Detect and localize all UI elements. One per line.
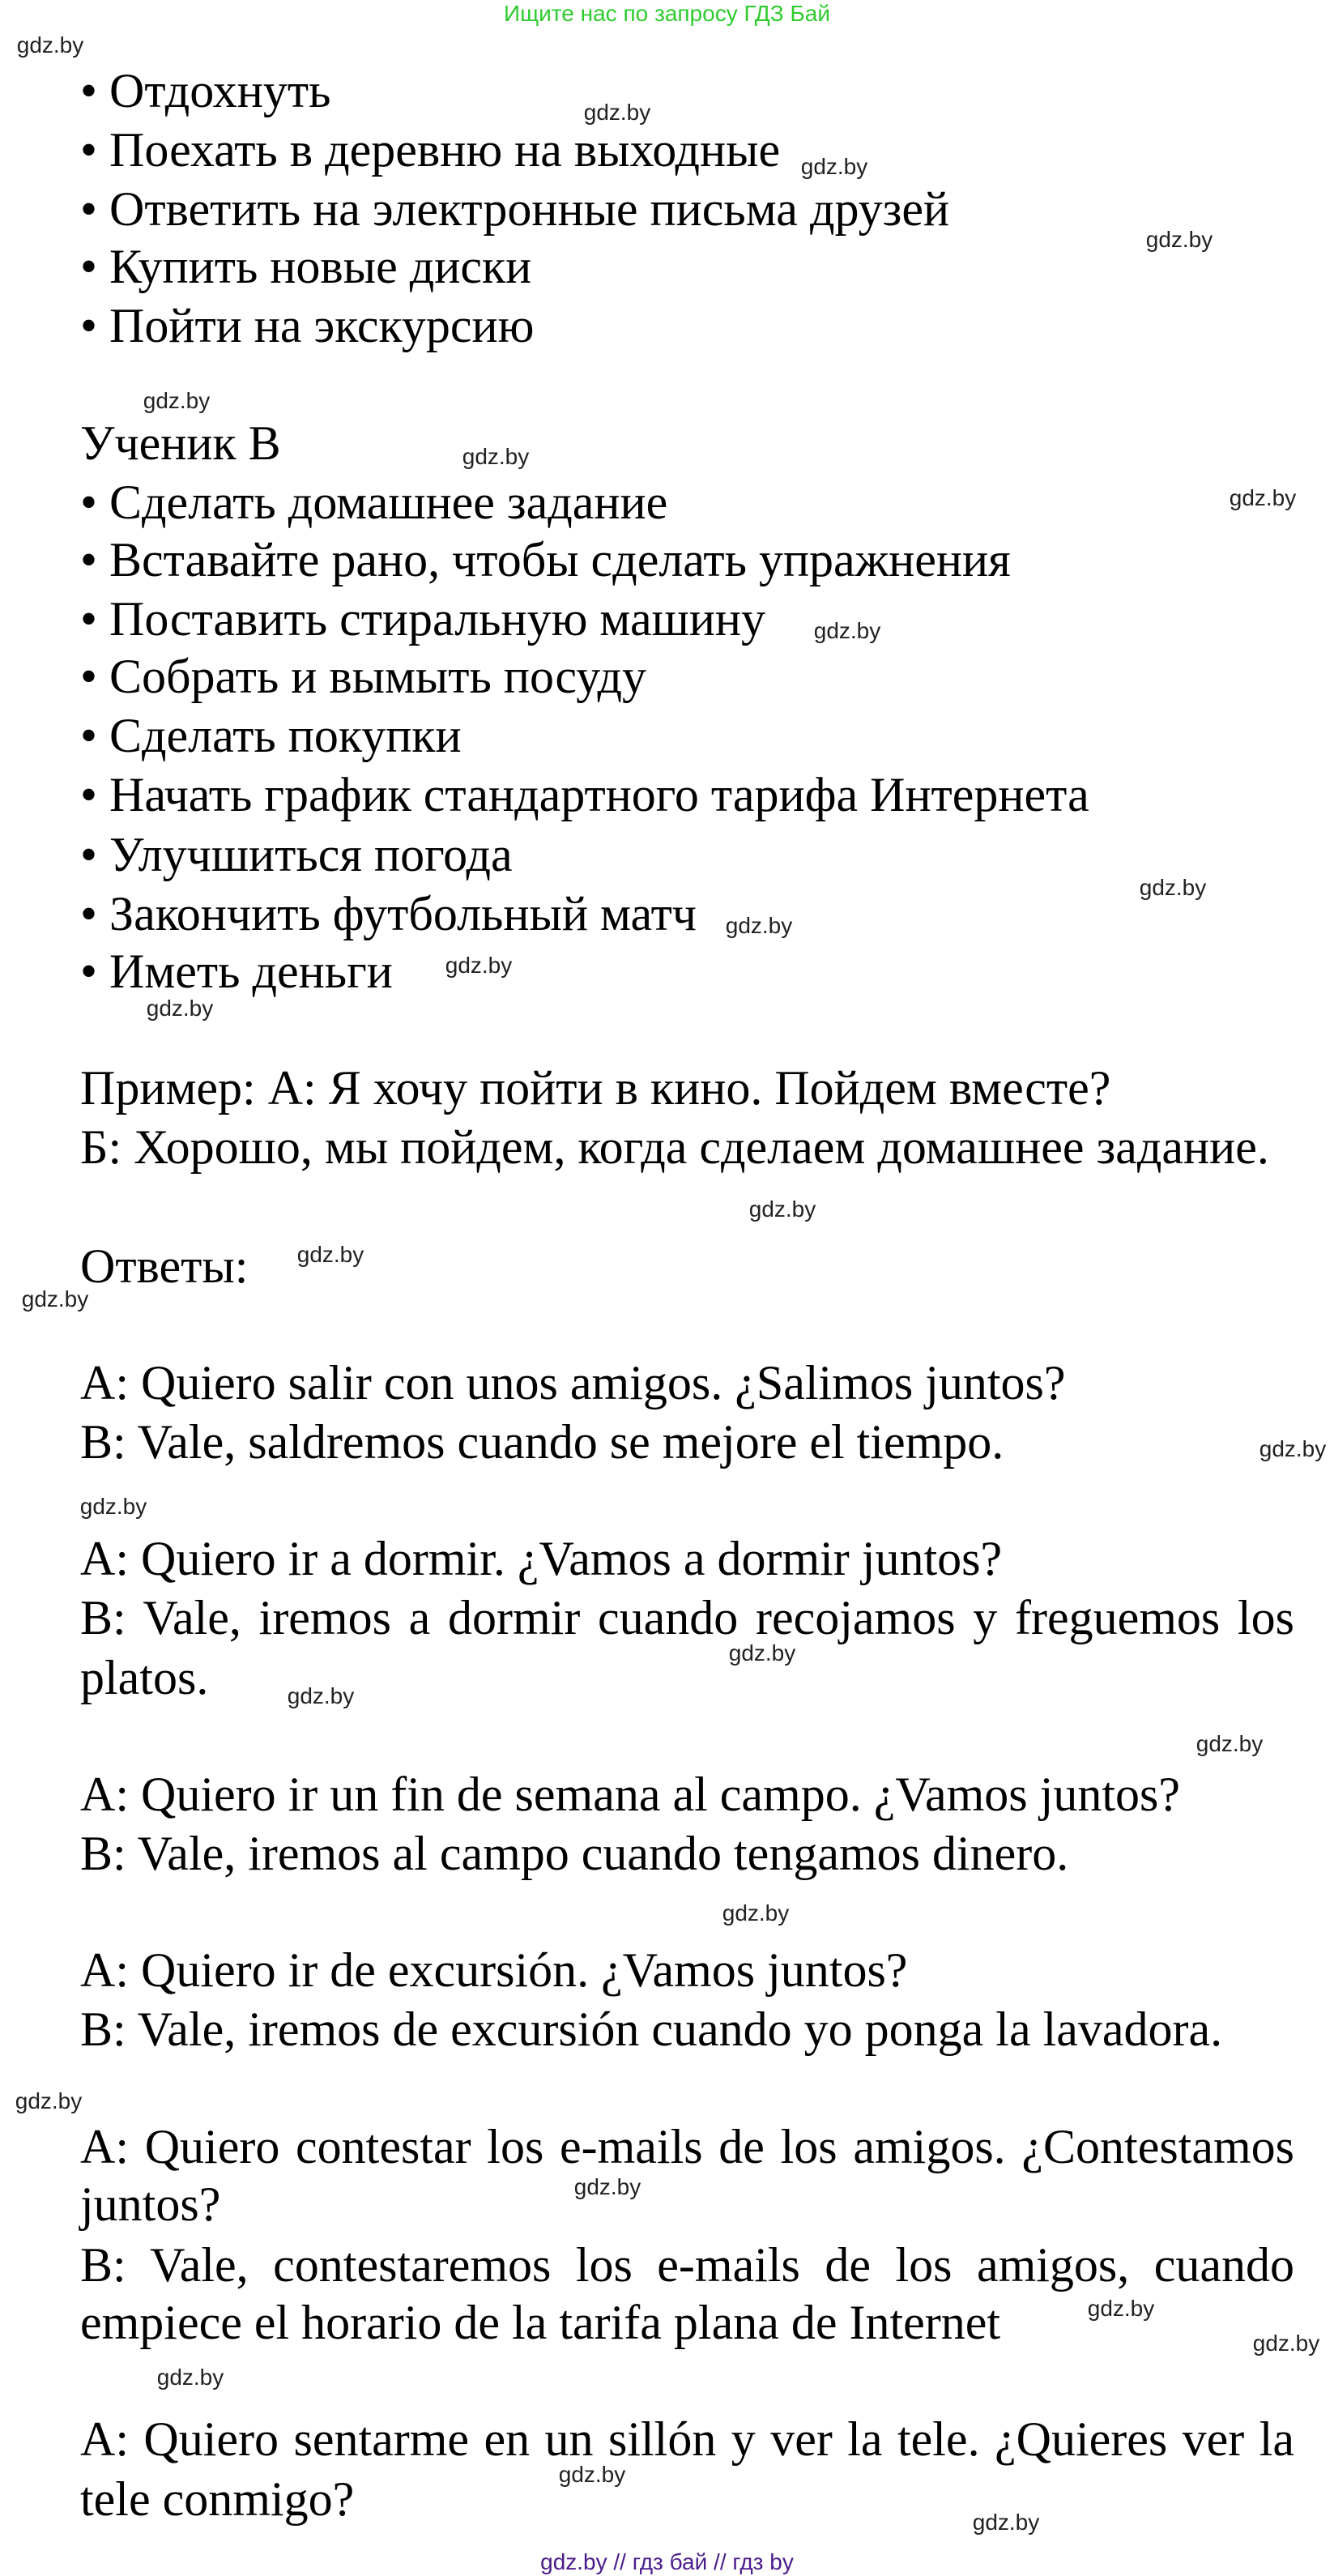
answer-line: A: Quiero ir a dormir. ¿Vamos a dormir juntos? [80,1532,1003,1585]
watermark: gdz.by [1145,227,1213,252]
answer-line: A: Quiero ir un fin de semana al campo. ¿Vamos juntos? [80,1768,1180,1821]
watermark: gdz.by [748,1196,816,1222]
watermark: gdz.by [156,2365,224,2390]
list-item: • Купить новые диски [80,240,532,293]
answer-line: A: Quiero salir con unos amigos. ¿Salimos juntos? [80,1356,1066,1410]
student-b-heading: Ученик B [80,416,281,470]
list-item: • Пойти на экскурсию [80,299,535,352]
watermark: gdz.by [1252,2331,1320,2356]
answers-heading: Ответы: [80,1239,249,1293]
watermark: gdz.by [1195,1731,1264,1756]
watermark: gdz.by [1139,875,1207,900]
answer-line: B: Vale, iremos a dormir cuando recojamos y freguemos los [80,1591,1294,1644]
watermark: gdz.by [462,444,530,469]
answer-line: platos. [80,1651,209,1704]
list-item: • Отдохнуть [80,64,331,117]
site-footer-link[interactable]: gdz.by // гдз бай // гдз by [540,2549,794,2574]
watermark: gdz.by [558,2462,626,2487]
watermark: gdz.by [1259,1436,1327,1461]
list-item: • Вставайте рано, чтобы сделать упражнения [80,533,1011,586]
answer-line: juntos? [80,2177,221,2231]
list-item: • Собрать и вымыть посуду [80,650,647,703]
answer-line: tele conmigo? [80,2472,355,2526]
watermark: gdz.by [287,1683,355,1708]
list-item: • Улучшиться погода [80,828,513,881]
list-item: • Сделать покупки [80,709,462,762]
site-header-link[interactable]: Ищите нас по запросу ГДЗ Бай [503,1,831,26]
watermark: gdz.by [146,996,214,1021]
example-line: Б: Хорошо, мы пойдем, когда сделаем домашнее задание. [80,1120,1269,1174]
watermark: gdz.by [15,2088,83,2113]
answer-line: B: Vale, iremos de excursión cuando yo ponga la lavadora. [80,2002,1223,2056]
watermark: gdz.by [79,1494,147,1519]
answer-line: A: Quiero sentarme en un sillón y ver la tele. ¿Quieres ver la [80,2412,1294,2466]
watermark: gdz.by [1087,2296,1155,2321]
answer-line: B: Vale, saldremos cuando se mejore el tiempo. [80,1415,1004,1469]
list-item: • Иметь деньги [80,945,393,998]
list-item: • Ответить на электронные письма друзей [80,182,950,236]
list-item: • Поехать в деревню на выходные [80,123,781,177]
answer-line: B: Vale, iremos al campo cuando tengamos dinero. [80,1827,1069,1880]
watermark: gdz.by [143,388,211,413]
watermark: gdz.by [445,953,513,978]
watermark: gdz.by [972,2510,1040,2535]
watermark: gdz.by [728,1640,796,1665]
watermark: gdz.by [296,1242,364,1267]
watermark: gdz.by [813,618,881,643]
watermark: gdz.by [800,154,868,179]
answer-line: A: Quiero contestar los e-mails de los amigos. ¿Contestamos [80,2120,1294,2173]
watermark: gdz.by [725,913,793,938]
watermark: gdz.by [573,2174,641,2199]
watermark: gdz.by [583,100,651,125]
answer-line: empiece el horario de la tarifa plana de Internet [80,2296,1001,2349]
answer-line: A: Quiero ir de excursión. ¿Vamos juntos? [80,1943,908,1997]
answer-line: B: Vale, contestaremos los e-mails de los amigos, cuando [80,2238,1294,2292]
list-item: • Закончить футбольный матч [80,887,697,940]
list-item: • Сделать домашнее задание [80,476,668,529]
watermark: gdz.by [1229,485,1297,510]
watermark: gdz.by [21,1286,89,1311]
list-item: • Начать график стандартного тарифа Интернета [80,768,1089,821]
watermark: gdz.by [16,32,84,58]
watermark: gdz.by [722,1900,790,1926]
list-item: • Поставить стиральную машину [80,592,766,646]
example-line: Пример: А: Я хочу пойти в кино. Пойдем вместе? [80,1061,1111,1115]
